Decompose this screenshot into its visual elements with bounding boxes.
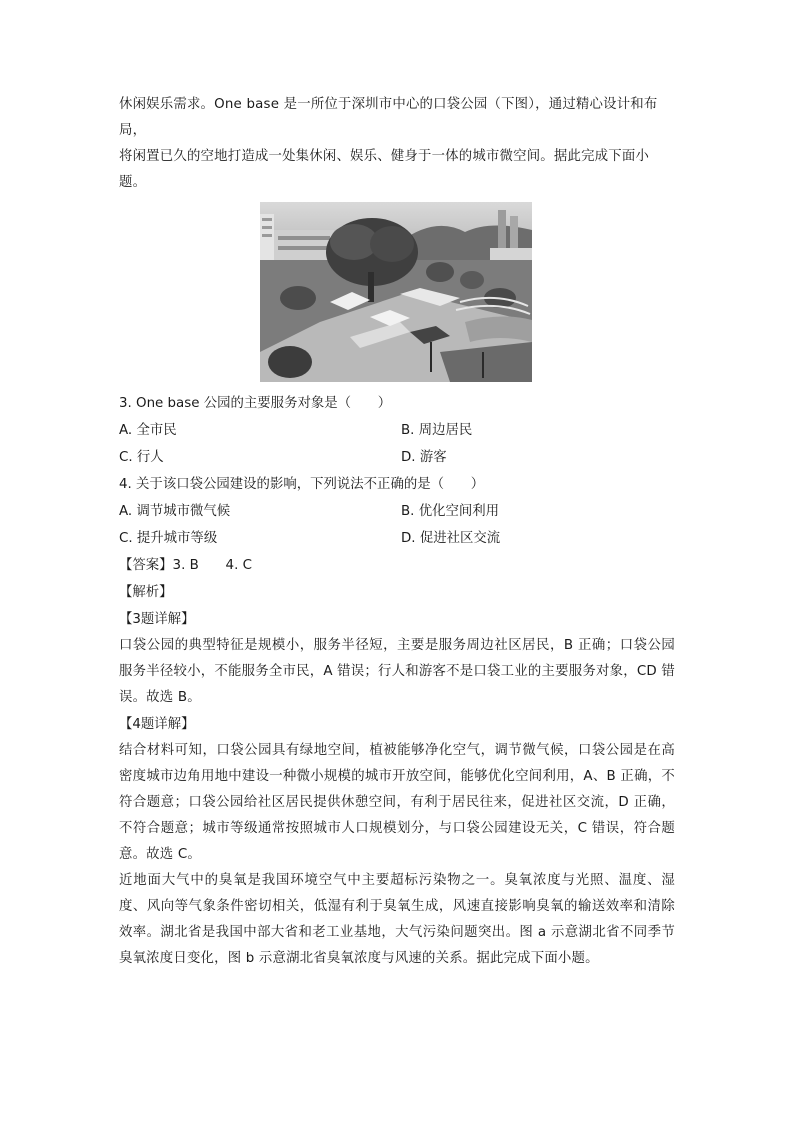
intro-line-2: 将闲置已久的空地打造成一处集休闲、娱乐、健身于一体的城市微空间。据此完成下面小题。 (119, 149, 650, 190)
question-3-explanation-heading: 【3题详解】 (119, 612, 195, 627)
question-3-options-row-2 (119, 444, 675, 471)
analysis-heading: 【解析】 (119, 585, 173, 600)
page-content (119, 92, 675, 972)
answer-line: 【答案】3. B 4. C (119, 558, 252, 573)
question-4-explanation-heading: 【4题详解】 (119, 717, 195, 732)
question-4-stem: 4. 关于该口袋公园建设的影响，下列说法不正确的是（ ） (119, 477, 485, 492)
intro-line-1: 休闲娱乐需求。One base 是一所位于深圳市中心的口袋公园（下图），通过精心设计和布局， (119, 97, 658, 138)
question-4-option-d: D. 促进社区交流 (401, 531, 501, 546)
question-4-options-row-2 (119, 525, 675, 552)
pocket-park-photo-illustration (260, 202, 532, 382)
question-3-option-a: A. 全市民 (119, 423, 177, 438)
question-3-option-c: C. 行人 (119, 450, 164, 465)
question-3-options-row-1 (119, 417, 675, 444)
question-4-explanation: 结合材料可知，口袋公园具有绿地空间，植被能够净化空气，调节微气候，口袋公园是在高密度城市边角用地中建设一种微小规模的城市开放空间，能够优化空间利用，A、B 正确，不符合题意；口袋公园给社区居民提供休憩空间，有利于居民往来，促进社区交流，D 正确，不符合题意；城市等级通常按照城市人口规模划分，与口袋公园建设无关，C 错误，符合题意。故选 C。 (119, 743, 675, 862)
next-material-paragraph: 近地面大气中的臭氧是我国环境空气中主要超标污染物之一。臭氧浓度与光照、温度、湿度、风向等气象条件密切相关，低湿有利于臭氧生成，风速直接影响臭氧的输送效率和清除效率。湖北省是我国中部大省和老工业基地，大气污染问题突出。图 a 示意湖北省不同季节臭氧浓度日变化，图 b 示意湖北省臭氧浓度与风速的关系。据此完成下面小题。 (119, 873, 675, 966)
question-4-option-b: B. 优化空间利用 (401, 504, 500, 519)
question-4-option-a: A. 调节城市微气候 (119, 504, 231, 519)
question-4-options-row-1 (119, 498, 675, 525)
question-3-option-b: B. 周边居民 (401, 423, 473, 438)
figure-container (119, 202, 675, 382)
question-4-option-c: C. 提升城市等级 (119, 531, 218, 546)
question-3-stem: 3. One base 公园的主要服务对象是（ ） (119, 396, 392, 411)
question-3-option-d: D. 游客 (401, 450, 447, 465)
pocket-park-photo (260, 202, 532, 382)
question-3-explanation: 口袋公园的典型特征是规模小，服务半径短，主要是服务周边社区居民，B 正确；口袋公园服务半径较小，不能服务全市民，A 错误；行人和游客不是口袋工业的主要服务对象，CD 错误。故选 B。 (119, 638, 675, 705)
